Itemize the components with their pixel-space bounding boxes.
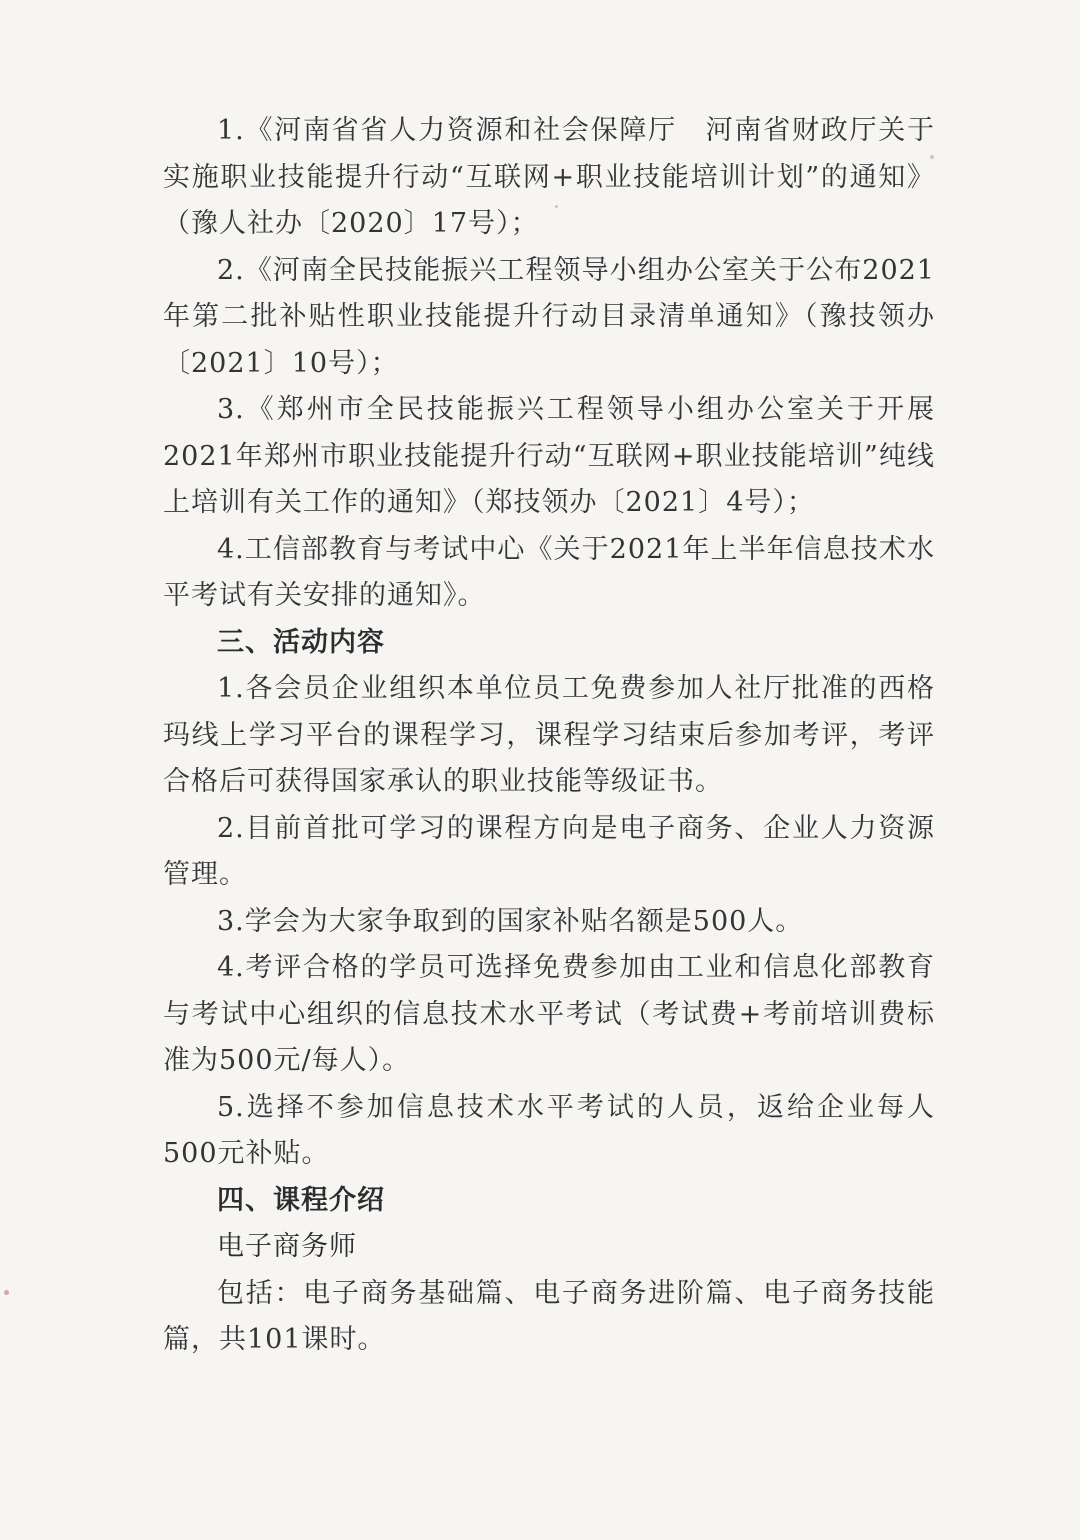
activity-item-5: 5.选择不参加信息技术水平考试的人员，返给企业每人500元补贴。: [163, 1091, 935, 1169]
course-title: 电子商务师: [217, 1231, 357, 1262]
course-description: 包括：电子商务基础篇、电子商务进阶篇、电子商务技能篇，共101课时。: [163, 1277, 935, 1355]
activity-item-2: 2.目前首批可学习的课程方向是电子商务、企业人力资源管理。: [163, 812, 935, 890]
reference-item-1: 1.《河南省省人力资源和社会保障厅 河南省财政厅关于实施职业技能提升行动“互联网+职业技能培训计划”的通知》（豫人社办〔2020〕17号）；: [163, 115, 935, 239]
activity-item-3: 3.学会为大家争取到的国家补贴名额是500人。: [217, 905, 804, 937]
section-heading-activities: 三、活动内容: [217, 626, 385, 658]
activity-item-1: 1.各会员企业组织本单位员工免费参加人社厅批准的西格玛线上学习平台的课程学习，课程学习结束后参加考评，考评合格后可获得国家承认的职业技能等级证书。: [163, 673, 935, 797]
reference-item-4: 4.工信部教育与考试中心《关于2021年上半年信息技术水平考试有关安排的通知》。: [163, 533, 935, 611]
reference-item-3: 3.《郑州市全民技能振兴工程领导小组办公室关于开展2021年郑州市职业技能提升行动“互联网+职业技能培训”纯线上培训有关工作的通知》（郑技领办〔2021〕4号）；: [163, 394, 935, 518]
document-body: [163, 108, 935, 1364]
reference-item-2: 2.《河南全民技能振兴工程领导小组办公室关于公布2021年第二批补贴性职业技能提升行动目录清单通知》（豫技领办〔2021〕10号）；: [163, 254, 935, 379]
section-heading-courses: 四、课程介绍: [217, 1184, 385, 1216]
activity-item-4: 4.考评合格的学员可选择免费参加由工业和信息化部教育与考试中心组织的信息技术水平考试（考试费+考前培训费标准为500元/每人）。: [163, 952, 935, 1076]
scan-speck: [4, 1290, 9, 1295]
